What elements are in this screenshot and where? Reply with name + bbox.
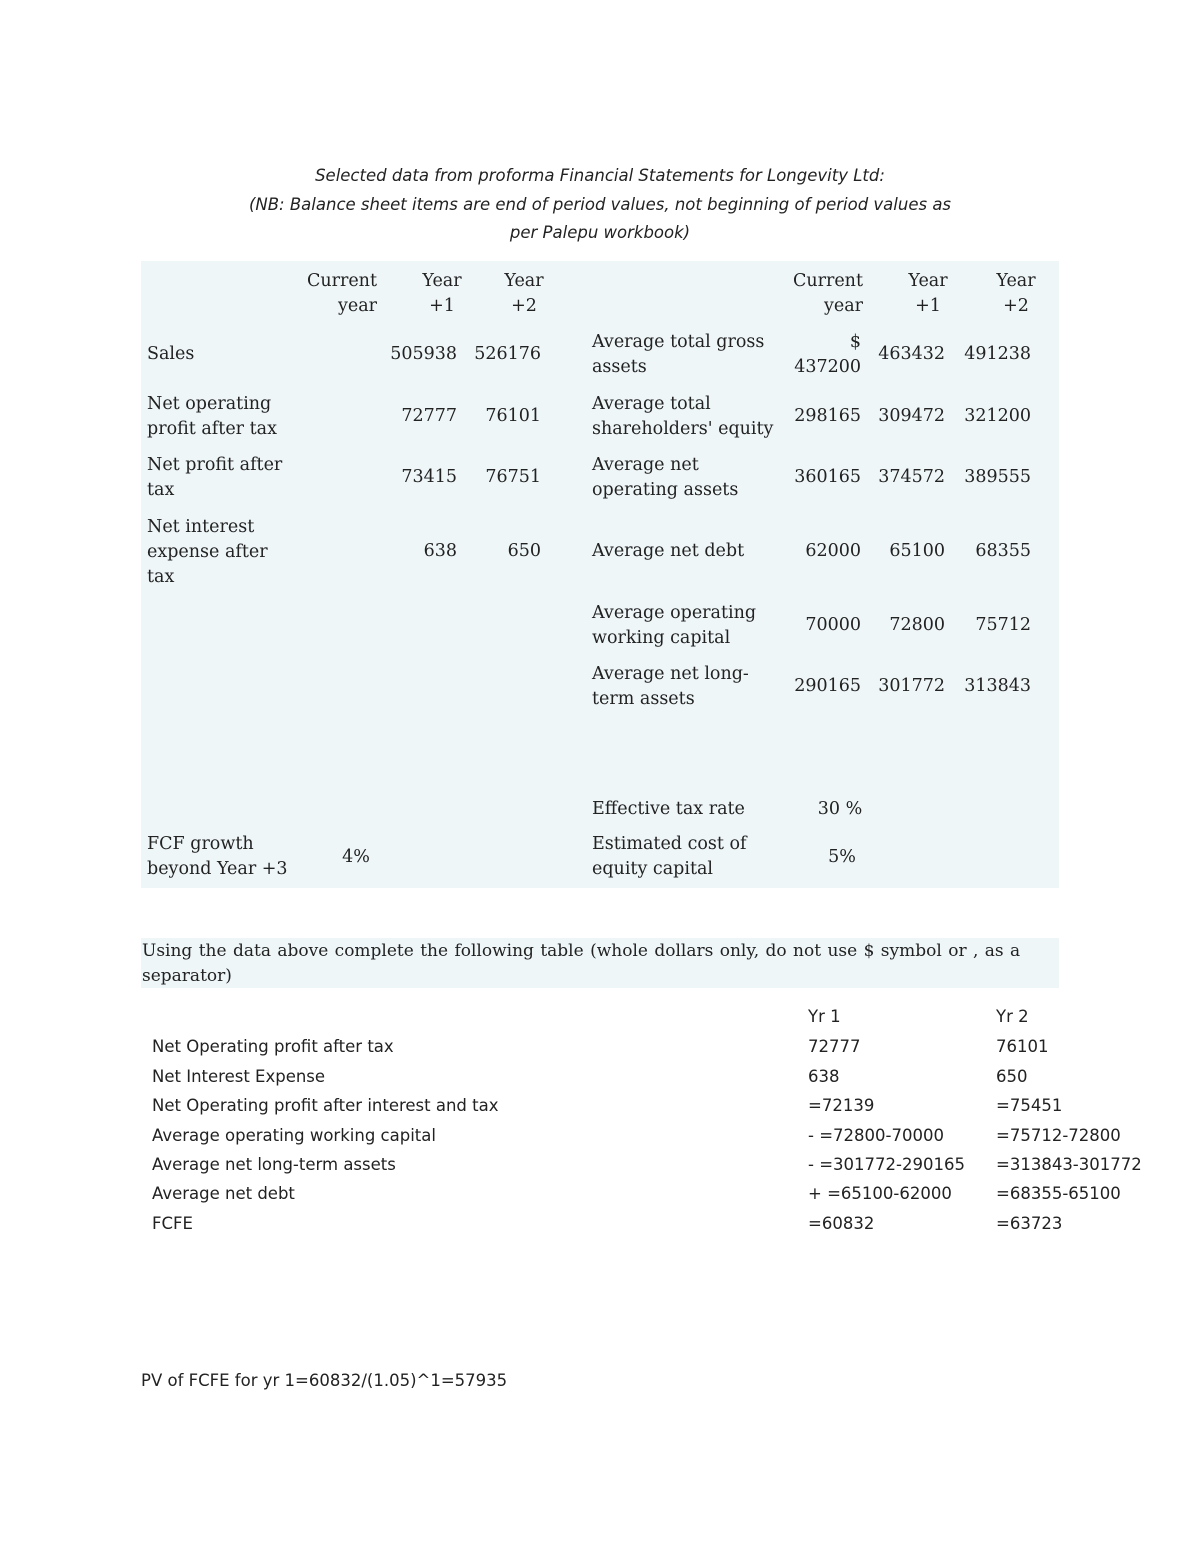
right-row-label-cost-of-equity: Estimated cost of equity capital: [592, 834, 747, 879]
left-row-label-fcf-growth: FCF growth beyond Year +3: [147, 834, 288, 879]
right-row-net-operating-assets-y1: 374572: [878, 467, 945, 487]
calc-row-net-interest-yr1: 638: [808, 1067, 840, 1086]
left-row-label-net-interest: Net interest expense after tax: [147, 517, 268, 587]
right-row-gross-assets-y1: 463432: [878, 344, 945, 364]
right-row-label-net-operating-assets: Average net operating assets: [592, 455, 739, 500]
calc-row-label-long-term-assets: Average net long-term assets: [152, 1155, 396, 1174]
left-row-npat-y1: 73415: [401, 467, 457, 487]
title-line-3: per Palepu workbook): [509, 223, 691, 242]
left-row-fcf-growth-current: 4%: [342, 847, 370, 867]
right-row-net-operating-assets-current: 360165: [794, 467, 861, 487]
right-row-net-debt-current: 62000: [805, 541, 861, 561]
calc-row-nopat-yr2: 76101: [996, 1037, 1049, 1056]
right-row-tax-rate-current: 30 %: [817, 799, 863, 819]
left-row-nopat-y1: 72777: [401, 406, 457, 426]
right-row-net-debt-y2: 68355: [975, 541, 1031, 561]
calc-row-label-nopat: Net Operating profit after tax: [152, 1037, 394, 1056]
financial-data-table: [141, 261, 1059, 888]
header-current-year-left: Current year: [306, 271, 377, 316]
header-current-year-right: Current year: [792, 271, 863, 316]
calc-row-nopait-yr2: =75451: [996, 1096, 1063, 1115]
calc-row-label-working-capital: Average operating working capital: [152, 1126, 436, 1145]
right-row-gross-assets-y2: 491238: [964, 344, 1031, 364]
right-row-equity-y1: 309472: [878, 406, 945, 426]
right-row-equity-current: 298165: [794, 406, 861, 426]
calc-row-net-debt-yr2: =68355-65100: [996, 1184, 1121, 1203]
right-row-net-operating-assets-y2: 389555: [964, 467, 1031, 487]
right-row-working-capital-y1: 72800: [889, 615, 945, 635]
calc-row-label-net-debt: Average net debt: [152, 1184, 295, 1203]
title-line-2: (NB: Balance sheet items are end of period values, not beginning of period values as: [248, 194, 952, 214]
right-row-label-gross-assets: Average total gross assets: [592, 332, 765, 377]
right-row-label-equity: Average total shareholders' equity: [592, 394, 774, 439]
header-year2-left: Year +2: [504, 271, 544, 316]
calc-row-working-capital-yr2: =75712-72800: [996, 1126, 1121, 1145]
right-row-label-tax-rate: Effective tax rate: [592, 799, 745, 819]
left-row-sales-y1: 505938: [390, 344, 457, 364]
right-row-working-capital-y2: 75712: [975, 615, 1031, 635]
right-row-working-capital-current: 70000: [805, 615, 861, 635]
left-row-nopat-y2: 76101: [485, 406, 541, 426]
page-title: [140, 162, 1060, 248]
calc-row-net-interest-yr2: 650: [996, 1067, 1028, 1086]
calc-row-nopat-yr1: 72777: [808, 1037, 861, 1056]
left-row-net-interest-y2: 650: [507, 541, 541, 561]
pv-fcfe-line: PV of FCFE for yr 1=60832/(1.05)^1=57935: [141, 1371, 508, 1390]
header-year2-right: Year +2: [996, 271, 1036, 316]
right-row-label-long-term-assets: Average net long- term assets: [592, 664, 749, 709]
right-row-long-term-assets-y1: 301772: [878, 676, 945, 696]
left-row-label-npat: Net profit after tax: [147, 455, 283, 500]
calc-header-yr2: Yr 2: [996, 1007, 1029, 1026]
left-row-label-sales: Sales: [147, 344, 195, 364]
right-row-label-working-capital: Average operating working capital: [592, 603, 757, 648]
left-row-net-interest-y1: 638: [423, 541, 457, 561]
calc-row-label-fcfe: FCFE: [152, 1214, 193, 1233]
title-line-1: Selected data from proforma Financial Statements for Longevity Ltd:: [315, 166, 885, 185]
right-row-long-term-assets-y2: 313843: [964, 676, 1031, 696]
right-row-cost-of-equity-current: 5%: [828, 847, 856, 867]
calc-row-long-term-assets-yr2: =313843-301772: [996, 1155, 1142, 1174]
calc-row-fcfe-yr1: =60832: [808, 1214, 875, 1233]
right-row-label-net-debt: Average net debt: [592, 541, 745, 561]
header-year1-left: Year +1: [422, 271, 462, 316]
calc-row-fcfe-yr2: =63723: [996, 1214, 1063, 1233]
calc-row-nopait-yr1: =72139: [808, 1096, 875, 1115]
calc-row-net-debt-yr1: + =65100-62000: [808, 1184, 952, 1203]
instruction-text: Using the data above complete the following table (whole dollars only, do not use $ symbol or , as a separator): [141, 938, 1059, 988]
calc-row-long-term-assets-yr1: - =301772-290165: [808, 1155, 965, 1174]
header-year1-right: Year +1: [908, 271, 948, 316]
left-row-npat-y2: 76751: [485, 467, 541, 487]
calc-row-label-nopait: Net Operating profit after interest and tax: [152, 1096, 499, 1115]
left-row-label-nopat: Net operating profit after tax: [147, 394, 277, 439]
calc-header-yr1: Yr 1: [808, 1007, 841, 1026]
right-row-equity-y2: 321200: [964, 406, 1031, 426]
calc-row-label-net-interest: Net Interest Expense: [152, 1067, 326, 1086]
calc-row-working-capital-yr1: - =72800-70000: [808, 1126, 944, 1145]
right-row-net-debt-y1: 65100: [889, 541, 945, 561]
right-row-gross-assets-current: $ 437200: [794, 332, 861, 377]
left-row-sales-y2: 526176: [474, 344, 541, 364]
right-row-long-term-assets-current: 290165: [794, 676, 861, 696]
